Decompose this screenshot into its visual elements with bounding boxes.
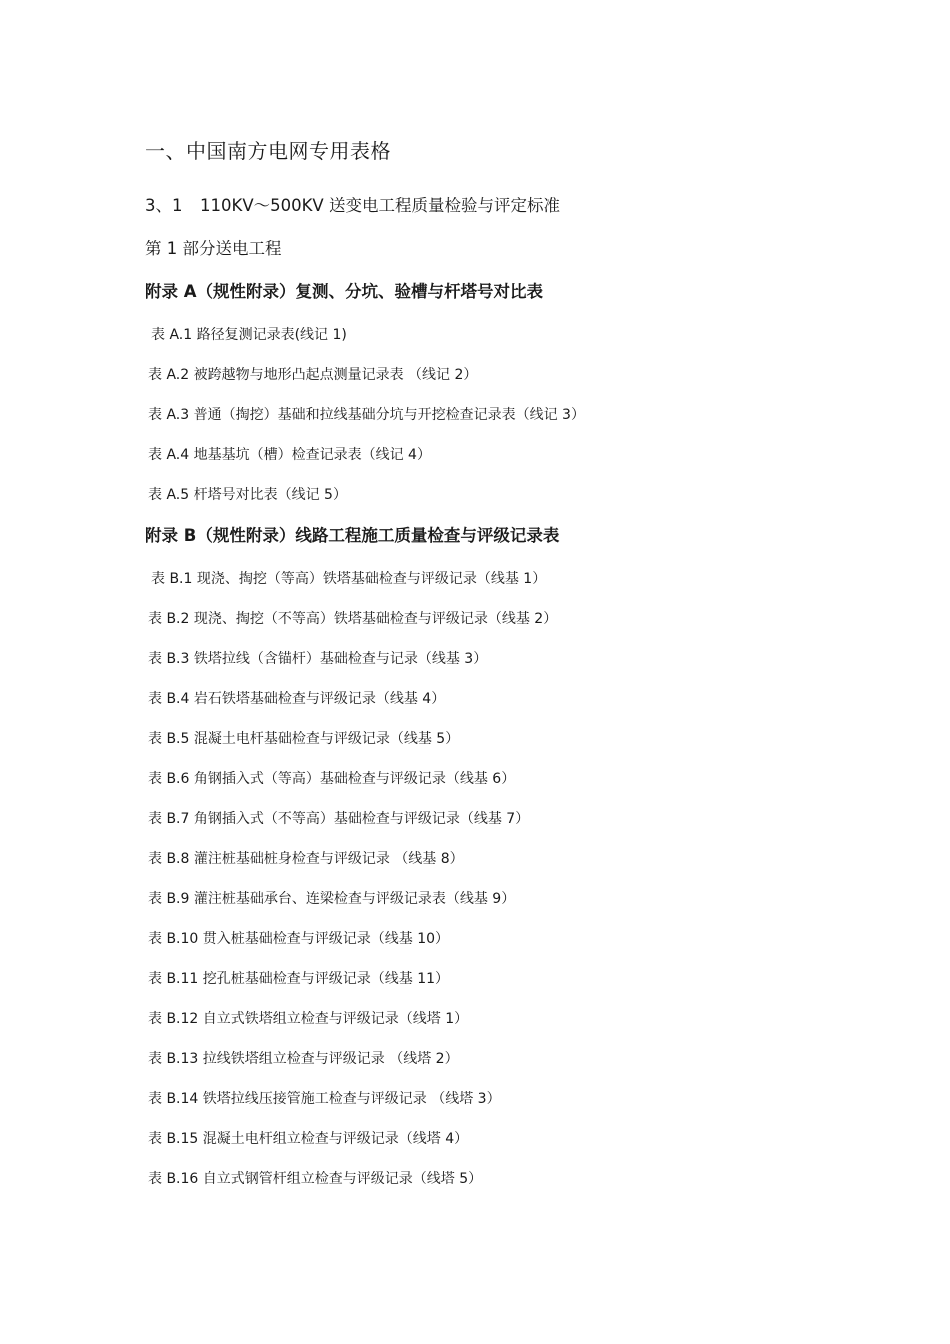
section-heading [145, 198, 560, 215]
appendix-b-item: 表 B.1 现浇、掏挖（等高）铁塔基础检查与评级记录（线基 1） [151, 571, 547, 587]
appendix-a-title: 附录 A（规性附录）复测、分坑、验槽与杆塔号对比表 [145, 282, 544, 301]
appendix-b-item: 表 B.14 铁塔拉线压接管施工检查与评级记录 （线塔 3） [148, 1091, 501, 1107]
appendix-b-title: 附录 B（规性附录）线路工程施工质量检查与评级记录表 [145, 526, 560, 545]
part-heading: 第 1 部分送电工程 [145, 239, 282, 258]
appendix-b-item: 表 B.13 拉线铁塔组立检查与评级记录 （线塔 2） [148, 1051, 459, 1067]
appendix-b-item: 表 B.7 角钢插入式（不等高）基础检查与评级记录（线基 7） [148, 811, 530, 827]
appendix-b-item: 表 B.9 灌注桩基础承台、连梁检查与评级记录表（线基 9） [148, 891, 516, 907]
appendix-b-item: 表 B.15 混凝土电杆组立检查与评级记录（线塔 4） [148, 1131, 469, 1147]
appendix-b-item: 表 B.5 混凝土电杆基础检查与评级记录（线基 5） [148, 731, 460, 747]
section-title: 110KV～500KV 送变电工程质量检验与评定标准 [200, 196, 560, 215]
section-number: 3、1 [145, 196, 183, 215]
appendix-b-item: 表 B.10 贯入桩基础检查与评级记录（线基 10） [148, 931, 450, 947]
appendix-a-item: 表 A.3 普通（掏挖）基础和拉线基础分坑与开挖检查记录表（线记 3） [148, 407, 585, 423]
appendix-b-item: 表 B.2 现浇、掏挖（不等高）铁塔基础检查与评级记录（线基 2） [148, 611, 558, 627]
appendix-b-item: 表 B.6 角钢插入式（等高）基础检查与评级记录（线基 6） [148, 771, 516, 787]
document-heading: 一、中国南方电网专用表格 [145, 139, 391, 163]
appendix-b-item: 表 B.12 自立式铁塔组立检查与评级记录（线塔 1） [148, 1011, 469, 1027]
appendix-a-item: 表 A.1 路径复测记录表(线记 1) [151, 327, 347, 343]
appendix-b-item: 表 B.3 铁塔拉线（含锚杆）基础检查与记录（线基 3） [148, 651, 488, 667]
appendix-b-item: 表 B.11 挖孔桩基础检查与评级记录（线基 11） [148, 971, 450, 987]
appendix-b-item: 表 B.8 灌注桩基础桩身检查与评级记录 （线基 8） [148, 851, 464, 867]
appendix-b-item: 表 B.4 岩石铁塔基础检查与评级记录（线基 4） [148, 691, 446, 707]
appendix-a-item: 表 A.5 杆塔号对比表（线记 5） [148, 487, 347, 503]
appendix-b-item: 表 B.16 自立式钢管杆组立检查与评级记录（线塔 5） [148, 1171, 483, 1187]
appendix-a-item: 表 A.4 地基基坑（槽）检查记录表（线记 4） [148, 447, 431, 463]
appendix-a-item: 表 A.2 被跨越物与地形凸起点测量记录表 （线记 2） [148, 367, 478, 383]
